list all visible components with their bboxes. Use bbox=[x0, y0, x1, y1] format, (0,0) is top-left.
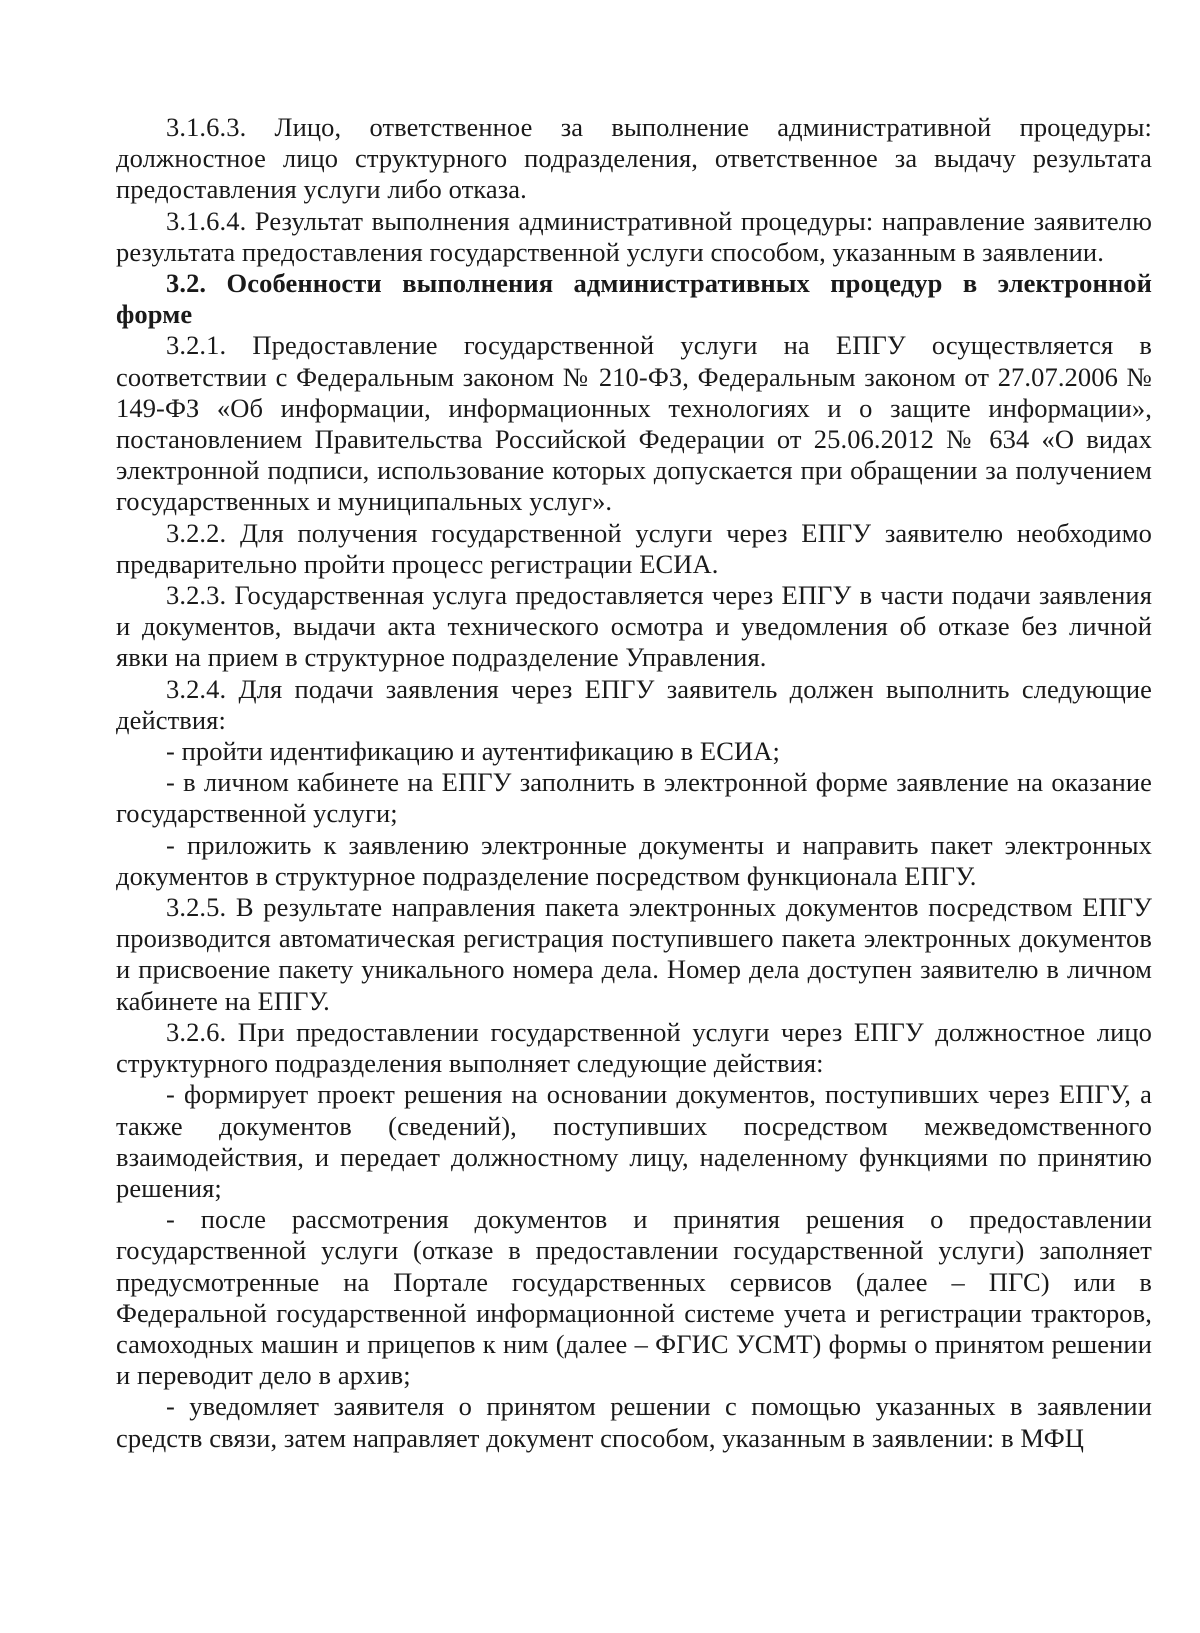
section-heading-3-2: 3.2. Особенности выполнения административных процедур в электронной форме bbox=[116, 268, 1152, 330]
list-item-esia-auth: - пройти идентификацию и аутентификацию в ЕСИА; bbox=[166, 736, 780, 767]
list-item-fill-decision-forms: - после рассмотрения документов и принятия решения о предоставлении государственной услуги (отказе в предоставлении государственной услуги) заполняет предусмотренные на Портале государственных сервисов (далее – ПГС) или в Федеральной государственной информационной системе учета и регистрации тракторов, самоходных машин и прицепов к ним (далее – ФГИС УСМТ) формы о принятом решении и переводит дело в архив; bbox=[116, 1204, 1152, 1391]
list-item-fill-form: - в личном кабинете на ЕПГУ заполнить в электронной форме заявление на оказание государственной услуги; bbox=[116, 767, 1152, 829]
list-item-notify-applicant: - уведомляет заявителя о принятом решении с помощью указанных в заявлении средств связи, затем направляет документ способом, указанным в заявлении: в МФЦ bbox=[116, 1391, 1152, 1453]
paragraph-3-1-6-4: 3.1.6.4. Результат выполнения административной процедуры: направление заявителю результата предоставления государственной услуги способом, указанным в заявлении. bbox=[116, 205, 1152, 267]
paragraph-3-2-2: 3.2.2. Для получения государственной услуги через ЕПГУ заявителю необходимо предварительно пройти процесс регистрации ЕСИА. bbox=[116, 517, 1152, 579]
paragraph-3-2-3: 3.2.3. Государственная услуга предоставляется через ЕПГУ в части подачи заявления и документов, выдачи акта технического осмотра и уведомления об отказе без личной явки на прием в структурное подразделение Управления. bbox=[116, 580, 1152, 673]
list-item-draft-decision: - формирует проект решения на основании документов, поступивших через ЕПГУ, а также документов (сведений), поступивших посредством межведомственного взаимодействия, и передает должностному лицу, наделенному функциями по принятию решения; bbox=[116, 1079, 1152, 1203]
paragraph-3-2-6: 3.2.6. При предоставлении государственной услуги через ЕПГУ должностное лицо структурного подразделения выполняет следующие действия: bbox=[116, 1016, 1152, 1079]
document-page bbox=[116, 112, 1152, 1454]
paragraph-3-2-4: 3.2.4. Для подачи заявления через ЕПГУ заявитель должен выполнить следующие действия: bbox=[116, 673, 1152, 735]
paragraph-3-1-6-3: 3.1.6.3. Лицо, ответственное за выполнение административной процедуры: должностное лицо структурного подразделения, ответственное за выдачу результата предоставления услуги либо отказа. bbox=[116, 112, 1152, 205]
paragraph-3-2-5: 3.2.5. В результате направления пакета электронных документов посредством ЕПГУ производится автоматическая регистрация поступившего пакета электронных документов и присвоение пакету уникального номера дела. Номер дела доступен заявителю в личном кабинете на ЕПГУ. bbox=[116, 892, 1152, 1016]
list-item-attach-documents: - приложить к заявлению электронные документы и направить пакет электронных документов в структурное подразделение посредством функционала ЕПГУ. bbox=[116, 829, 1152, 891]
paragraph-3-2-1: 3.2.1. Предоставление государственной услуги на ЕПГУ осуществляется в соответствии с Федеральным законом № 210-ФЗ, Федеральным законом от 27.07.2006 № 149-ФЗ «Об информации, информационных технологиях и о защите информации», постановлением Правительства Российской Федерации от 25.06.2012 № 634 «О видах электронной подписи, использование которых допускается при обращении за получением государственных и муниципальных услуг». bbox=[116, 330, 1152, 517]
